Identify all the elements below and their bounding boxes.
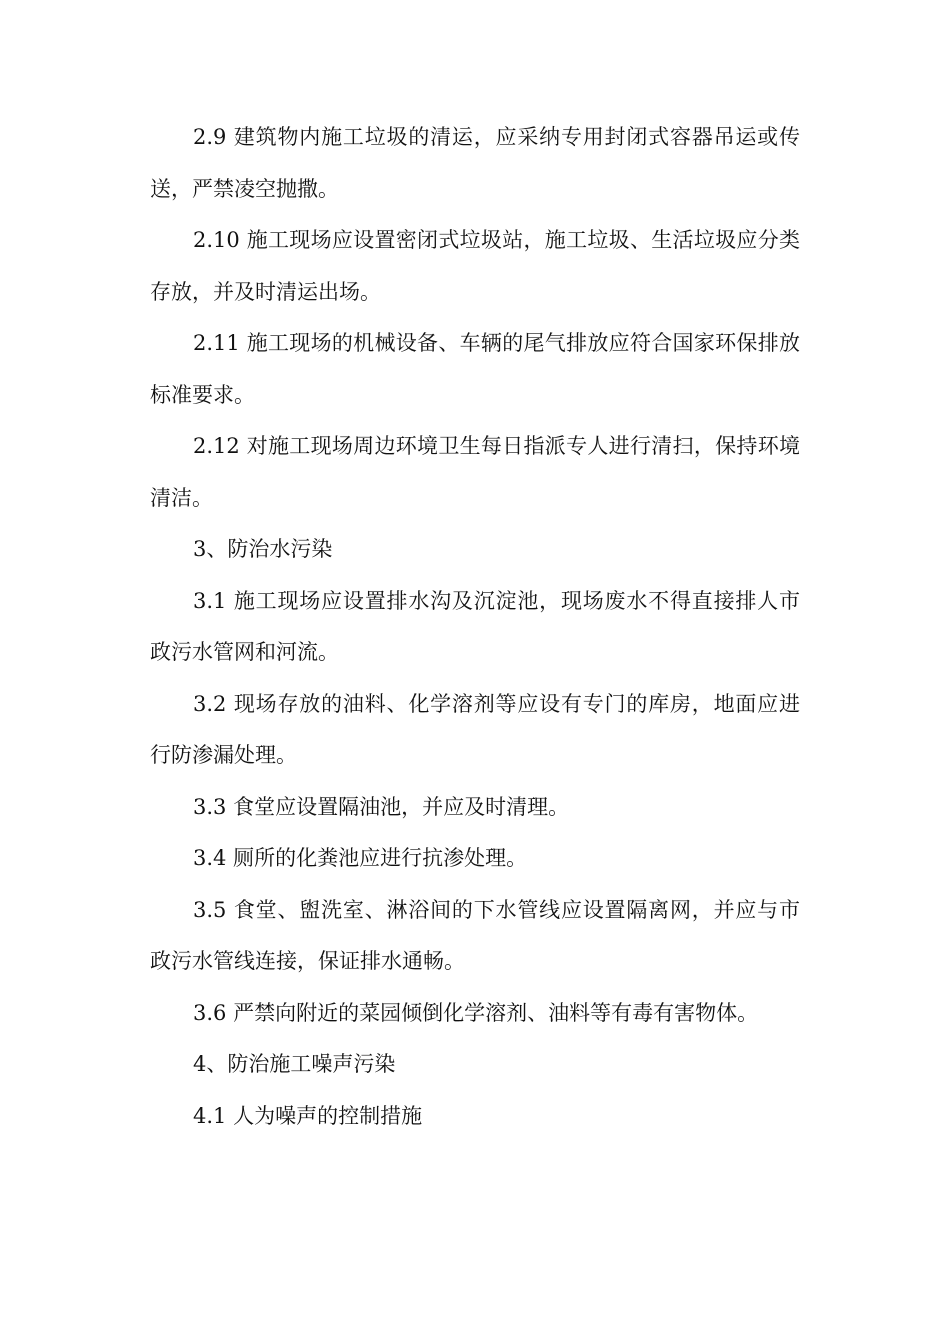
paragraph-2-10: 2.10 施工现场应设置密闭式垃圾站，施工垃圾、生活垃圾应分类存放，并及时清运出场。 (150, 228, 800, 304)
section-heading-4: 4、防治施工噪声污染 (193, 1052, 396, 1076)
paragraph-3-4: 3.4 厕所的化粪池应进行抗渗处理。 (193, 846, 528, 870)
paragraph-3-6: 3.6 严禁向附近的菜园倾倒化学溶剂、油料等有毒有害物体。 (193, 1000, 759, 1025)
document-body (150, 112, 800, 1142)
section-heading-3: 3、防治水污染 (193, 537, 333, 561)
paragraph-3-3: 3.3 食堂应设置隔油池，并应及时清理。 (193, 794, 570, 819)
paragraph-2-12: 2.12 对施工现场周边环境卫生每日指派专人进行清扫，保持环境清洁。 (150, 434, 800, 510)
paragraph-3-2: 3.2 现场存放的油料、化学溶剂等应设有专门的库房，地面应进行防渗漏处理。 (150, 691, 800, 767)
paragraph-4-1: 4.1 人为噪声的控制措施 (193, 1103, 423, 1128)
paragraph-3-5: 3.5 食堂、盥洗室、淋浴间的下水管线应设置隔离网，并应与市政污水管线连接，保证排水通畅。 (150, 897, 800, 973)
paragraph-2-9: 2.9 建筑物内施工垃圾的清运，应采纳专用封闭式容器吊运或传送，严禁凌空抛撒。 (150, 125, 800, 201)
paragraph-2-11: 2.11 施工现场的机械设备、车辆的尾气排放应符合国家环保排放标准要求。 (150, 331, 800, 407)
paragraph-3-1: 3.1 施工现场应设置排水沟及沉淀池，现场废水不得直接排人市政污水管网和河流。 (150, 588, 800, 664)
